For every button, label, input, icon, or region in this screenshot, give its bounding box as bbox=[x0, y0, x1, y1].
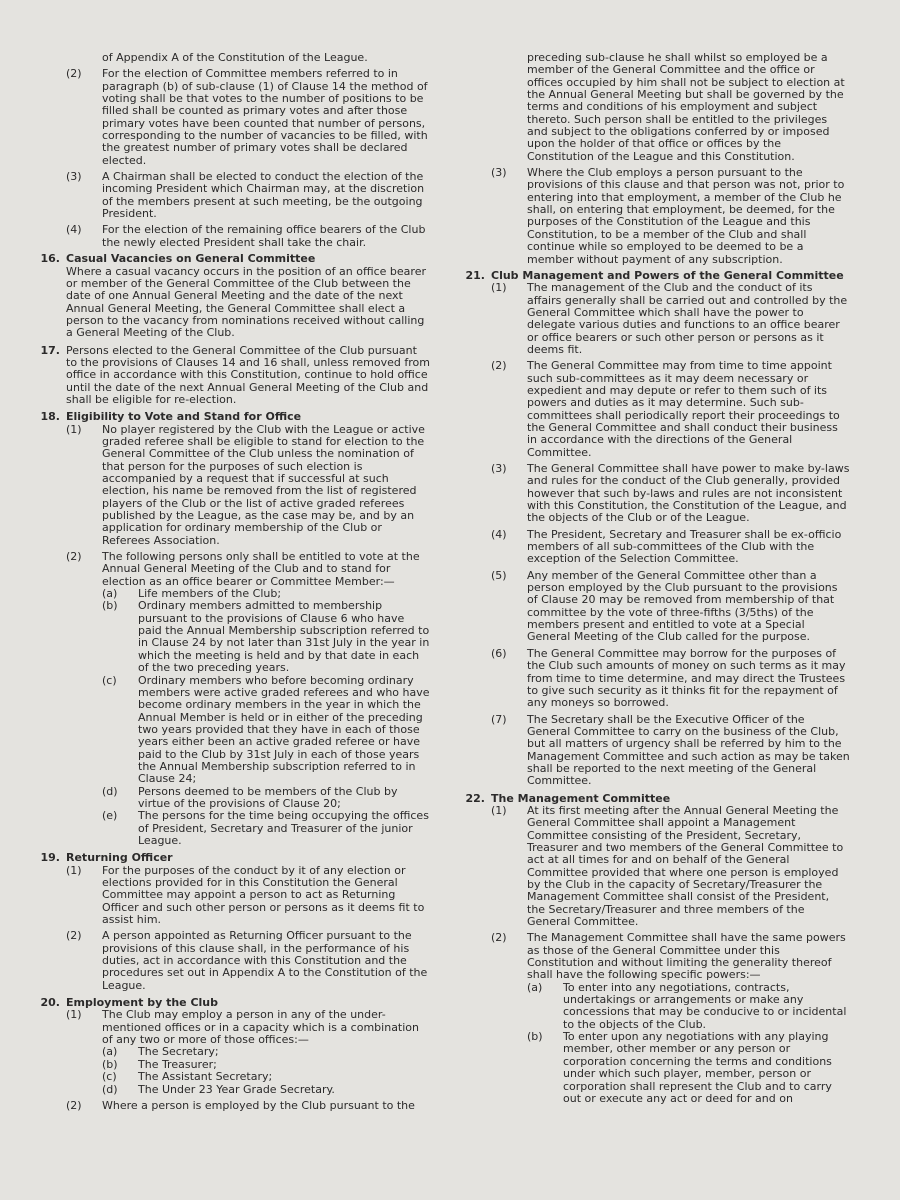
clause-number: 22. bbox=[465, 791, 485, 805]
clause-text: Where a casual vacancy occurs in the position of an office bearer or member of the General Committee of the Club between the date of one Annual General Meeting and the date of the next Annual General Meeting, the General Committee shall elect a person to the vacancy from nominations received without calling a General Meeting of the Club. bbox=[66, 264, 426, 340]
list-item: (b) The Treasurer; bbox=[102, 1057, 217, 1071]
continuation-text: preceding sub-clause he shall whilst so employed be a member of the General Committee and the office or offices occupied by him shall not be subject to election at the Annual General Meeting but shall be governed by the terms and conditions of his employment and subject thereto. Such person shall be entitled to the privileges and subject to the obligations conferred by or imposed upon the holder of that office or offices by the Constitution of the League and this Constitution. bbox=[527, 51, 845, 163]
clause-title: Returning Officer bbox=[66, 851, 173, 865]
list-item: (c) The Assistant Secretary; bbox=[102, 1070, 273, 1084]
continuation-text: of Appendix A of the Constitution of the League. bbox=[102, 51, 368, 64]
sub-clause: (1) The management of the Club and the conduct of its affairs generally shall be carried out and controlled by the General Committee which shall have the power to delegate various duties and functions to an office bearer or office bearers or such other person or persons as it deems fit. bbox=[491, 281, 848, 356]
sub-clause: (1) The Club may employ a person in any of the under-mentioned offices or in a capacity which is a combination of any two or more of those offices:— (a) The Secretary; (b) The Treasurer; (c) The Assistant Secretary; (d) The Under 23 Year Grade Secretary. bbox=[30, 1009, 430, 1095]
list-item: (a) The Secretary; bbox=[102, 1045, 219, 1059]
sub-clause: (1) No player registered by the Club with the League or active graded referee shall be eligible to stand for election to the General Committee of the Club unless the nomination of that person for the purposes of such election is accompanied by a request that if successful at such election, his name be removed from the list of registered players of the Club or the list of active graded referees published by the League, as the case may be, and by an application for ordinary membership of the Club or Referees Association. bbox=[66, 422, 425, 547]
clause-title: The Management Committee bbox=[491, 791, 671, 805]
sub-clause: (5) Any member of the General Committee other than a person employed by the Club pursuant to the provisions of Clause 20 may be removed from membership of that committee by the vote of three-fifths (3/5ths) of the members present and entitled to vote at a Special General Meeting of the Club called for the purpose. bbox=[491, 568, 838, 644]
list-item: (b) Ordinary members admitted to membership pursuant to the provisions of Clause 6 who have paid the Annual Membership subscription referred to in Clause 24 by not later than 31st July in the year in which the meeting is held and by that date in each of the two preceding years. bbox=[102, 599, 430, 675]
clause-16 bbox=[30, 253, 430, 339]
list-item: (c) Ordinary members who before becoming ordinary members were active graded referees and who have become ordinary members in the year in which the Annual Member is held or in either of the preceding two years provided that they have in each of those years either been an active graded referee or have paid to the Club by 31st July in each of those years the Annual Membership subscription referred to in Clause 24; bbox=[102, 673, 430, 786]
sub-clause: (2) Where a person is employed by the Club pursuant to the bbox=[66, 1098, 415, 1112]
right-column bbox=[455, 52, 850, 1110]
sub-clause: (7) The Secretary shall be the Executive Officer of the General Committee to carry on the business of the Club, but all matters of urgency shall be referred by him to the Management Committee and such action as may be taken shall be reported to the next meeting of the General Committee. bbox=[491, 712, 850, 788]
sub-clause: (4) The President, Secretary and Treasurer shall be ex-officio members of all sub-committees of the Club with the exception of the Selection Committee. bbox=[491, 527, 842, 566]
clause-20 bbox=[30, 997, 430, 1112]
list-item: (a) To enter into any negotiations, contracts, undertakings or arrangements or make any concessions that may be conducive to or incidental to the objects of the Club. bbox=[527, 980, 847, 1031]
left-column bbox=[30, 52, 430, 1117]
clause-title: Employment by the Club bbox=[66, 996, 218, 1010]
sub-clause: (4) For the election of the remaining office bearers of the Club the newly elected President shall take the chair. bbox=[66, 223, 426, 249]
sub-clause: (2) The following persons only shall be entitled to vote at the Annual General Meeting of the Club and to stand for election as an office bearer or Committee Member:— (a) Life members of the Club; (b) Ordinary members admitted to membership pursuant to the provisions of Clause 6 who have paid the Annual Membership subscription referred to in Clause 24 by not later than 31st July in the year in which the meeting is held and by that date in each of the two preceding years. (c) Ordinary members who before becoming ordinary members were active graded referees and who have become ordinary members in the year in which the Annual Member is held or in either of the preceding two years provided that they have in each of those years either been an active graded referee or have paid to the Club by 31st July in each of those years the Annual Membership subscription referred to in Clause 24; (d) Persons deemed to be members of the Club by virtue of the provisions of Clause 20; (e) The persons for the time being occupying the offices of President, Secretary and Treasurer of the junior League. bbox=[66, 550, 430, 847]
clause-number: 16. bbox=[40, 252, 60, 266]
clause-number: 17. bbox=[40, 343, 60, 357]
list-item: (d) The Under 23 Year Grade Secretary. bbox=[102, 1082, 335, 1096]
clause-19 bbox=[30, 852, 430, 992]
clause-number: 21. bbox=[465, 268, 485, 282]
clause-text: Persons elected to the General Committee of the Club pursuant to the provisions of Clauses 14 and 16 shall, unless removed from office in accordance with this Constitution, continue to hold office until the date of the next Annual General Meeting of the Club and shall be eligible for re-election. bbox=[66, 343, 430, 406]
sub-clause: (1) At its first meeting after the Annual General Meeting the General Committee shall appoint a Management Committee consisting of the President, Secretary, Treasurer and two members of the General Committee to act at all times for and on behalf of the General Committee provided that where one person is employed by the Club in the capacity of Secretary/Treasurer the Management Committee shall consist of the President, the Secretary/Treasurer and three members of the General Committee. bbox=[491, 803, 844, 929]
sub-clause: (3) The General Committee shall have power to make by-laws and rules for the conduct of the Club generally, provided however that such by-laws and rules are not inconsistent with this Constitution, the Constitution of the League, and the objects of the Club or of the League. bbox=[491, 462, 850, 525]
list-item: (d) Persons deemed to be members of the Club by virtue of the provisions of Clause 20; bbox=[102, 784, 398, 810]
sub-clause: (2) For the election of Committee members referred to in paragraph (b) of sub-clause (1) of Clause 14 the method of voting shall be that votes to the number of positions to be filled shall be counted as primary votes and after those primary votes have been counted that number of persons, corresponding to the number of vacancies to be filled, with the greatest number of primary votes shall be declared elected. bbox=[66, 67, 428, 167]
clause-number: 20. bbox=[40, 996, 60, 1010]
list-item: (a) Life members of the Club; bbox=[102, 587, 282, 601]
clause-title: Eligibility to Vote and Stand for Office bbox=[66, 410, 302, 424]
sub-clause: (3) A Chairman shall be elected to conduct the election of the incoming President which Chairman may, at the discretion of the members present at such meeting, be the outgoing President. bbox=[66, 170, 425, 221]
sub-clause: (3) Where the Club employs a person pursuant to the provisions of this clause and that person was not, prior to entering into that employment, a member of the Club he shall, on entering that employment, be deemed, for the purposes of the Constitution of the League and this Constitution, to be a member of the Club and shall continue while so employed to be deemed to be a member without payment of any subscription. bbox=[491, 166, 845, 266]
sub-clause: (6) The General Committee may borrow for the purposes of the Club such amounts of money on such terms as it may from time to time determine, and may direct the Trustees to give such security as it thinks fit for the repayment of any moneys so borrowed. bbox=[491, 646, 846, 710]
clause-21 bbox=[455, 270, 850, 788]
clause-22 bbox=[455, 793, 850, 1106]
sub-clause: (2) The General Committee may from time to time appoint such sub-committees as it may deem necessary or expedient and may depute or refer to them such of its powers and duties as it may determine. Such sub-committees shall periodically report their proceedings to the General Committee and shall conduct their business in accordance with the directions of the General Committee. bbox=[491, 359, 840, 459]
clause-17 bbox=[30, 345, 430, 407]
sub-clause: (2) The Management Committee shall have the same powers as those of the General Committee under this Constitution and without limiting the generality thereof shall have the following specific powers:— (a) To enter into any negotiations, contracts, undertakings or arrangements or make any concessions that may be conducive to or incidental to the objects of the Club. (b) To enter upon any negotiations with any playing member, other member or any person or corporation concerning the terms and conditions under which such player, member, person or corporation shall represent the Club and to carry out or execute any act or deed for and on bbox=[455, 932, 850, 1105]
clause-title: Club Management and Powers of the General Committee bbox=[491, 268, 844, 282]
clause-number: 18. bbox=[40, 410, 60, 424]
clause-18 bbox=[30, 411, 430, 847]
list-item: (b) To enter upon any negotiations with any playing member, other member or any person or corporation concerning the terms and conditions under which such player, member, person or corporation shall represent the Club and to carry out or execute any act or deed for and on bbox=[527, 1030, 832, 1105]
sub-clause: (1) For the purposes of the conduct by it of any election or elections provided for in this Constitution the General Committee may appoint a person to act as Returning Officer and such other person or persons as it deems fit to assist him. bbox=[66, 863, 425, 927]
list-item: (e) The persons for the time being occupying the offices of President, Secretary and Treasurer of the junior League. bbox=[102, 809, 429, 847]
clause-number: 19. bbox=[40, 851, 60, 865]
sub-clause: (2) A person appointed as Returning Officer pursuant to the provisions of this clause shall, in the performance of his duties, act in accordance with this Constitution and the procedures set out in Appendix A to the Constitution of the League. bbox=[66, 929, 428, 992]
clause-title: Casual Vacancies on General Committee bbox=[66, 252, 316, 266]
